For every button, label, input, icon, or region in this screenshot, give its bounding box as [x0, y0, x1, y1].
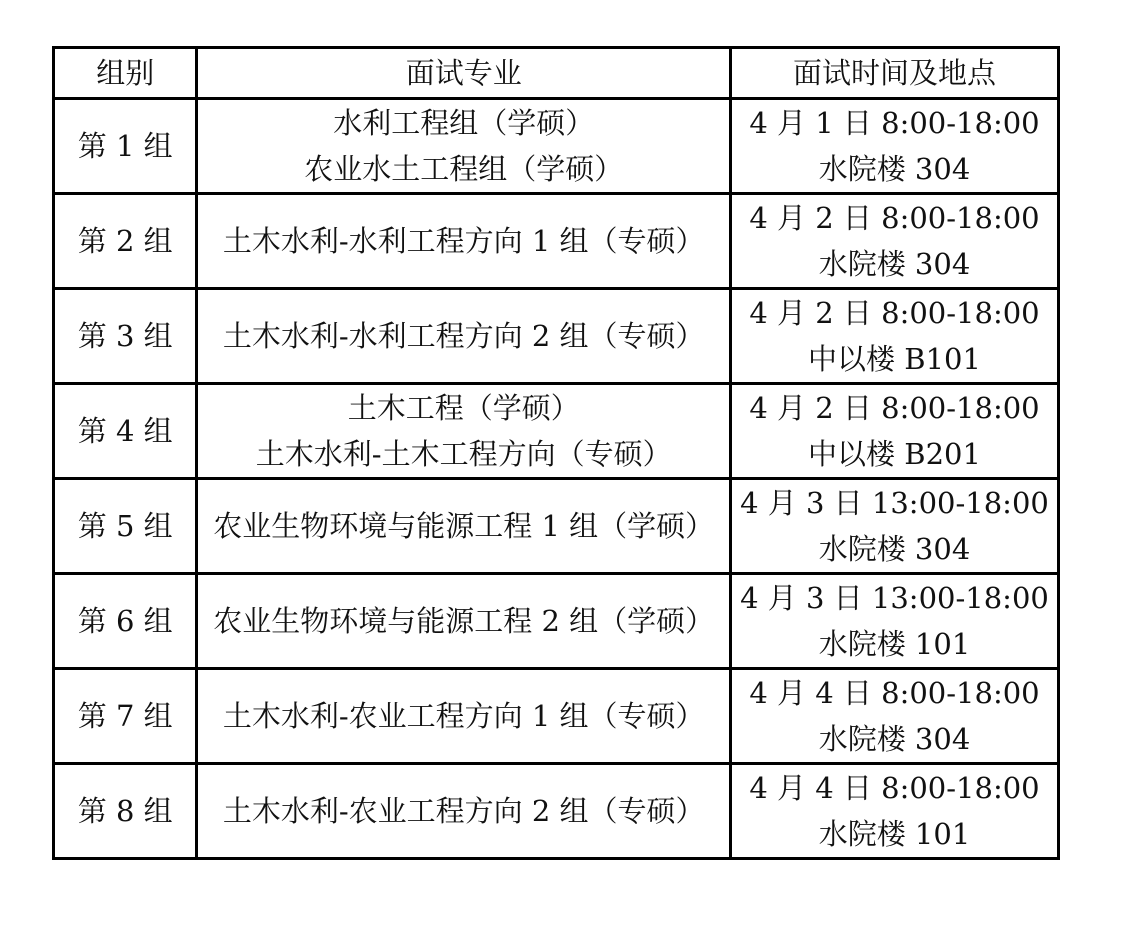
interview-time: 4 月 2 日 8:00-18:00 — [749, 201, 1040, 235]
major-line: 农业生物环境与能源工程 1 组（学硕） — [213, 509, 715, 543]
time-place-cell — [731, 669, 1059, 764]
interview-time: 4 月 3 日 13:00-18:00 — [740, 581, 1049, 615]
major-line: 土木水利-水利工程方向 2 组（专硕） — [222, 319, 705, 353]
time-place-cell — [731, 289, 1059, 384]
interview-time: 4 月 2 日 8:00-18:00 — [749, 391, 1040, 425]
interview-place: 水院楼 101 — [818, 817, 971, 851]
group-cell: 第 5 组 — [54, 479, 197, 574]
interview-place: 水院楼 304 — [818, 152, 971, 186]
interview-schedule — [52, 46, 1060, 860]
interview-time: 4 月 4 日 8:00-18:00 — [749, 676, 1040, 710]
group-cell: 第 2 组 — [54, 194, 197, 289]
group-cell: 第 4 组 — [54, 384, 197, 479]
group-cell: 第 1 组 — [54, 99, 197, 194]
major-line: 土木工程（学硕） — [347, 391, 580, 425]
interview-place: 中以楼 B201 — [808, 437, 981, 471]
major-line: 土木水利-土木工程方向（专硕） — [255, 437, 672, 471]
group-cell: 第 6 组 — [54, 574, 197, 669]
table-row — [54, 384, 1059, 479]
interview-place: 水院楼 101 — [818, 627, 971, 661]
header-row — [54, 48, 1059, 99]
time-place-cell — [731, 574, 1059, 669]
major-line: 土木水利-水利工程方向 1 组（专硕） — [222, 224, 705, 258]
time-place-cell — [731, 384, 1059, 479]
interview-place: 水院楼 304 — [818, 532, 971, 566]
interview-place: 水院楼 304 — [818, 722, 971, 756]
major-cell — [197, 99, 731, 194]
table-row — [54, 289, 1059, 384]
major-cell — [197, 479, 731, 574]
table-row — [54, 574, 1059, 669]
table-row — [54, 99, 1059, 194]
schedule-table — [52, 46, 1060, 860]
group-cell: 第 7 组 — [54, 669, 197, 764]
time-place-cell — [731, 99, 1059, 194]
interview-time: 4 月 3 日 13:00-18:00 — [740, 486, 1049, 520]
table-row — [54, 669, 1059, 764]
header-group: 组别 — [54, 48, 197, 99]
major-cell — [197, 289, 731, 384]
major-cell — [197, 669, 731, 764]
time-place-cell — [731, 764, 1059, 859]
table-row — [54, 194, 1059, 289]
major-cell — [197, 574, 731, 669]
major-line: 土木水利-农业工程方向 1 组（专硕） — [222, 699, 705, 733]
major-cell — [197, 764, 731, 859]
interview-place: 中以楼 B101 — [808, 342, 981, 376]
table-row — [54, 764, 1059, 859]
major-cell — [197, 194, 731, 289]
major-line: 农业水土工程组（学硕） — [304, 152, 624, 186]
group-cell: 第 8 组 — [54, 764, 197, 859]
group-cell: 第 3 组 — [54, 289, 197, 384]
table-row — [54, 479, 1059, 574]
major-line: 土木水利-农业工程方向 2 组（专硕） — [222, 794, 705, 828]
major-line: 农业生物环境与能源工程 2 组（学硕） — [213, 604, 715, 638]
interview-place: 水院楼 304 — [818, 247, 971, 281]
time-place-cell — [731, 479, 1059, 574]
major-cell — [197, 384, 731, 479]
interview-time: 4 月 1 日 8:00-18:00 — [749, 106, 1040, 140]
time-place-cell — [731, 194, 1059, 289]
header-major: 面试专业 — [197, 48, 731, 99]
major-line: 水利工程组（学硕） — [333, 106, 595, 140]
header-time-place: 面试时间及地点 — [731, 48, 1059, 99]
interview-time: 4 月 2 日 8:00-18:00 — [749, 296, 1040, 330]
interview-time: 4 月 4 日 8:00-18:00 — [749, 771, 1040, 805]
